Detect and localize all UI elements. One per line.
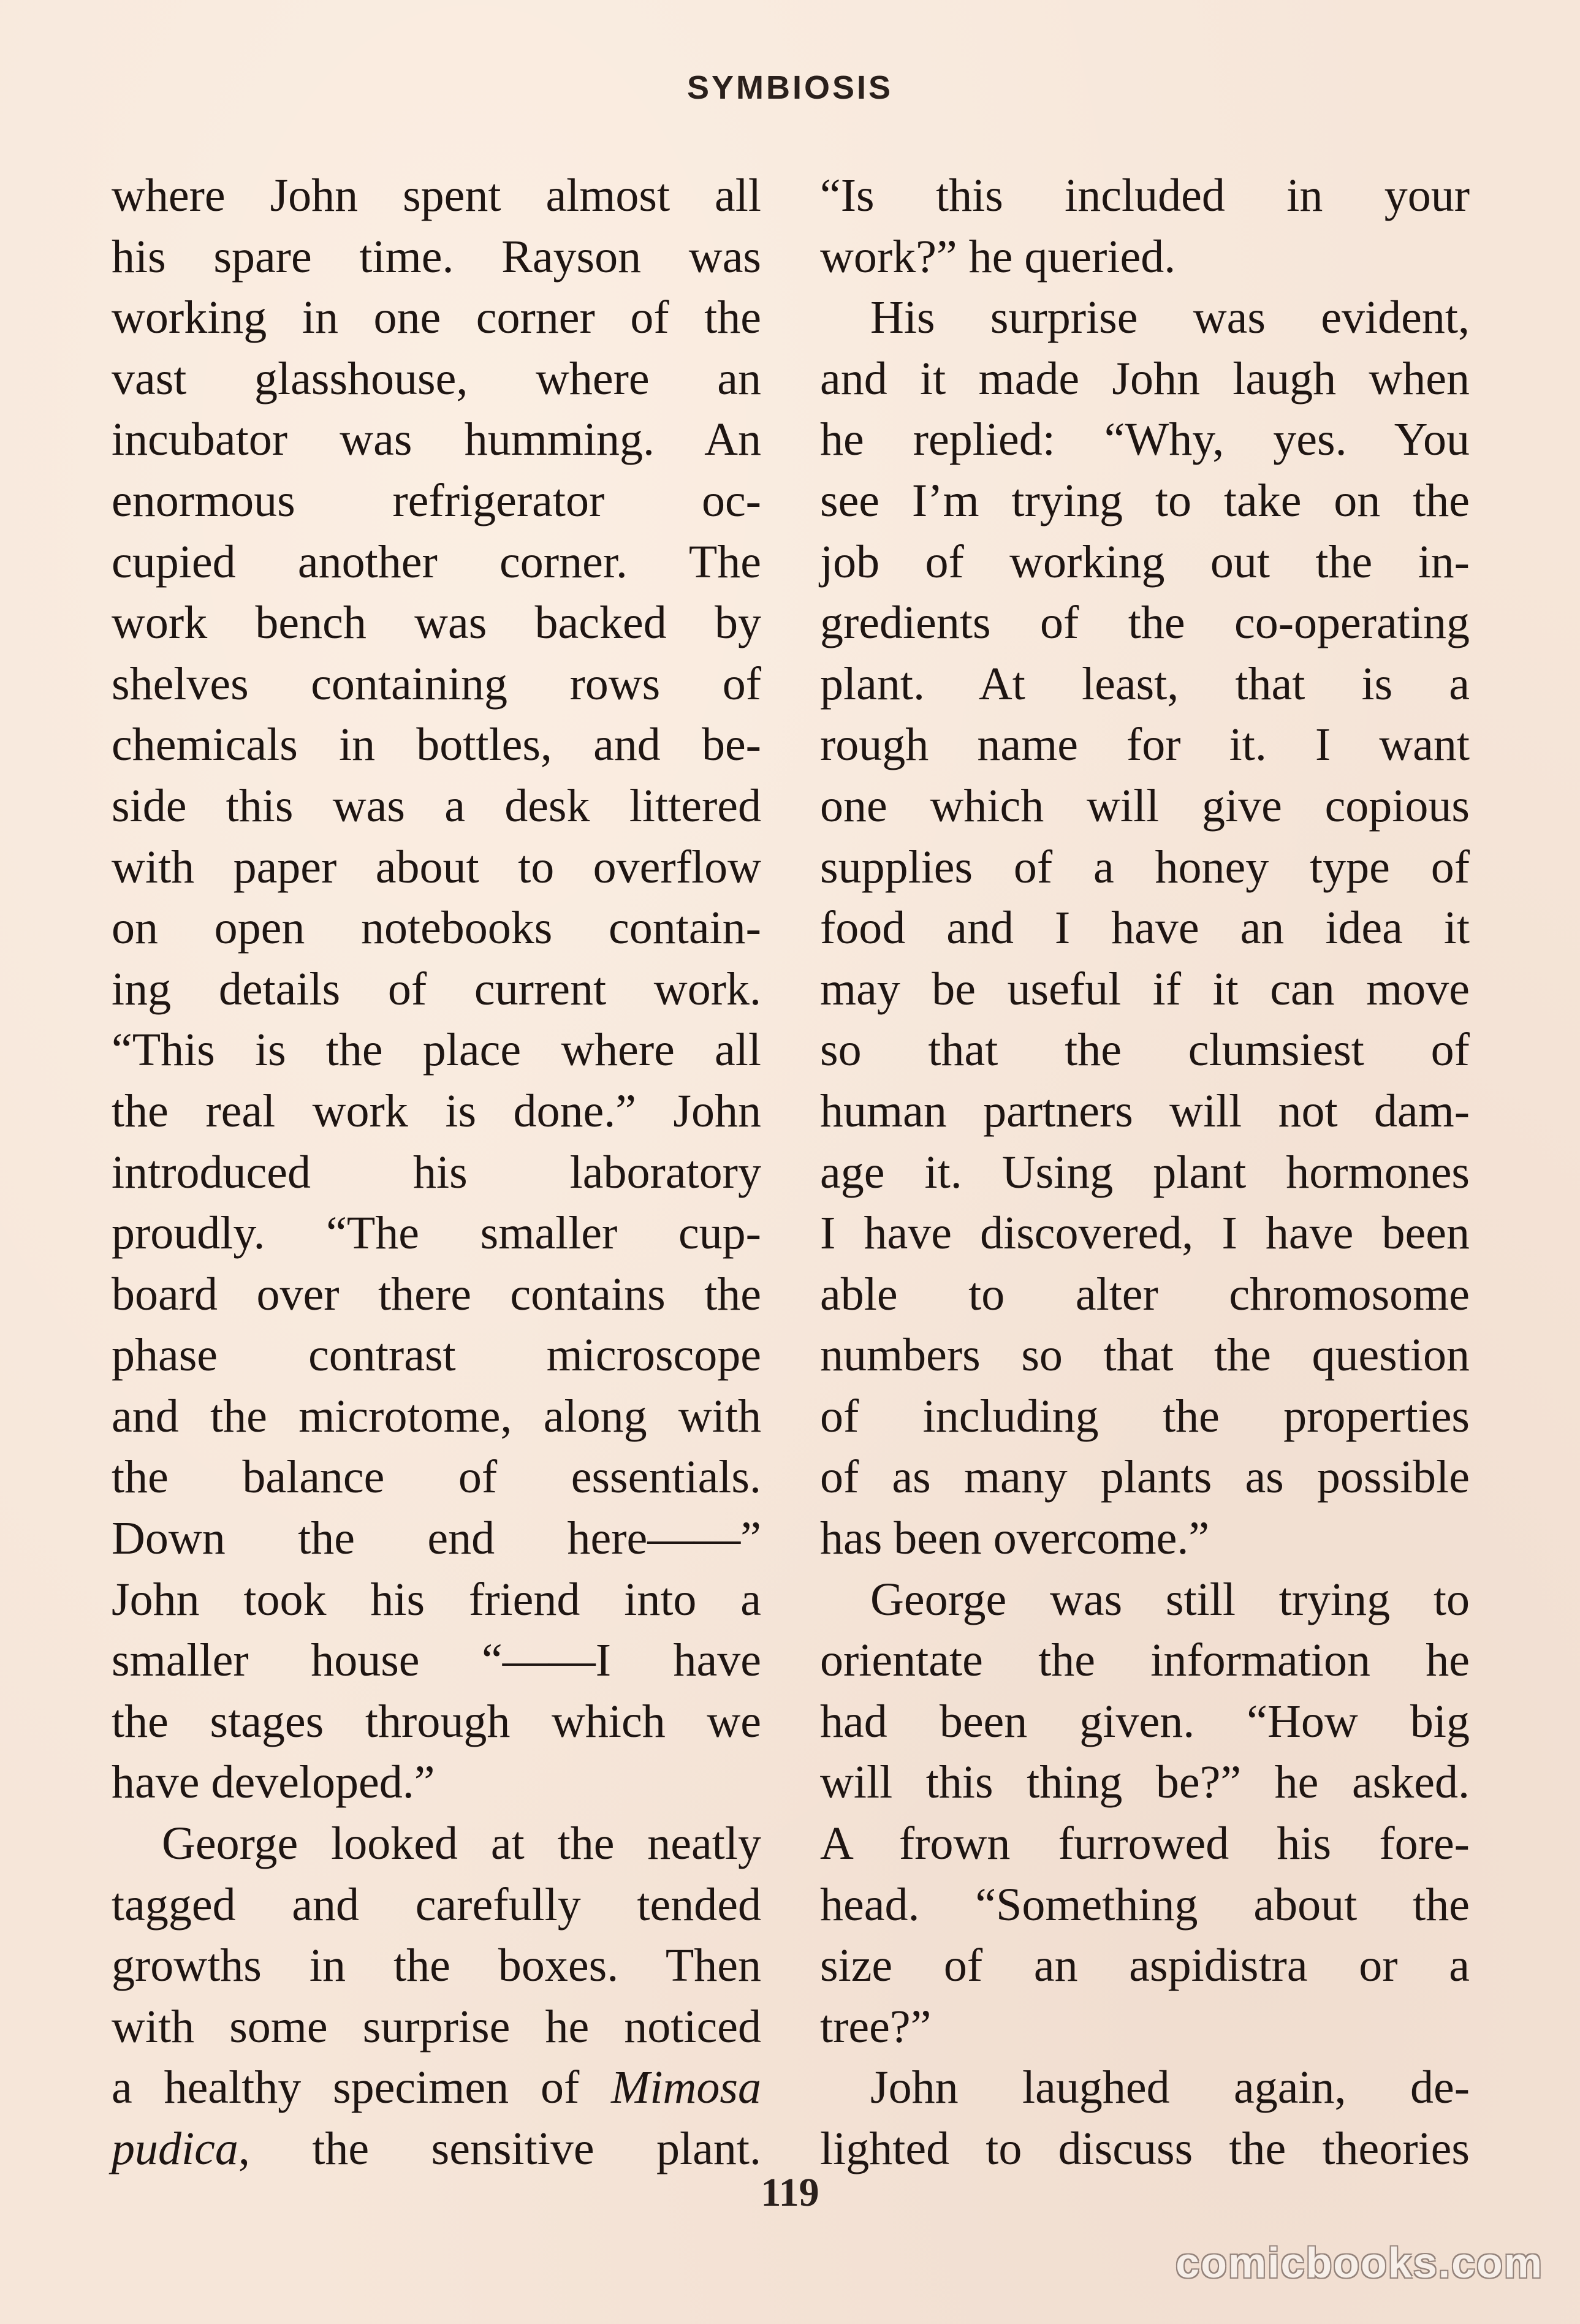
text-line: phase contrast microscope bbox=[112, 1329, 761, 1381]
text-line: tree?” bbox=[820, 2000, 932, 2052]
text-line: A frown furrowed his fore- bbox=[820, 1818, 1470, 1870]
text-line: I have discovered, I have been bbox=[820, 1207, 1470, 1259]
text-line: has been overcome.” bbox=[820, 1513, 1210, 1565]
text-line: with paper about to overflow bbox=[112, 841, 761, 893]
text-line: with some surprise he noticed bbox=[112, 2000, 761, 2052]
text-line: the balance of essentials. bbox=[112, 1451, 761, 1503]
text-line: tagged and carefully tended bbox=[112, 1878, 761, 1931]
text-line: job of working out the in- bbox=[820, 536, 1470, 588]
text-line: where John spent almost all bbox=[112, 170, 761, 221]
text-line: chemicals in bottles, and be- bbox=[112, 719, 761, 771]
text-line: working in one corner of the bbox=[112, 292, 761, 344]
page-number: 119 bbox=[761, 2170, 819, 2215]
text-line: proudly. “The smaller cup- bbox=[112, 1207, 761, 1259]
text-line: work bench was backed by bbox=[112, 597, 761, 649]
text-line: head. “Something about the bbox=[820, 1878, 1470, 1931]
text-line: had been given. “How big bbox=[820, 1695, 1470, 1747]
left-text-column bbox=[112, 165, 761, 2180]
text-line: and the microtome, along with bbox=[112, 1390, 761, 1442]
text-line: supplies of a honey type of bbox=[820, 841, 1470, 893]
text-line: Down the end here——” bbox=[112, 1513, 761, 1565]
text-segment: a healthy specimen of bbox=[112, 2062, 612, 2114]
text-line: on open notebooks contain- bbox=[112, 902, 761, 954]
text-line: gredients of the co-operating bbox=[820, 597, 1470, 649]
text-line: John laughed again, de- bbox=[870, 2062, 1470, 2114]
text-line: vast glasshouse, where an bbox=[112, 352, 761, 404]
text-line: cupied another corner. The bbox=[112, 536, 761, 588]
text-line: shelves containing rows of bbox=[112, 658, 761, 710]
watermark: comicbooks.com bbox=[1176, 2239, 1543, 2287]
text-line: his spare time. Rayson was bbox=[112, 230, 761, 283]
text-line: one which will give copious bbox=[820, 780, 1470, 832]
text-line: human partners will not dam- bbox=[820, 1085, 1470, 1137]
text-line: George looked at the neatly bbox=[162, 1818, 761, 1870]
text-line: may be useful if it can move bbox=[820, 963, 1470, 1015]
text-line: plant. At least, that is a bbox=[820, 658, 1470, 710]
right-text-column bbox=[820, 165, 1470, 2180]
text-line: he replied: “Why, yes. You bbox=[820, 414, 1470, 466]
running-head: SYMBIOSIS bbox=[686, 69, 894, 106]
text-line: age it. Using plant hormones bbox=[820, 1146, 1470, 1198]
italic-text: Mimosa bbox=[611, 2062, 761, 2114]
text-line: His surprise was evident, bbox=[870, 292, 1470, 344]
text-line: enormous refrigerator oc- bbox=[112, 474, 761, 526]
text-line: see I’m trying to take on the bbox=[820, 474, 1470, 526]
text-line: will this thing be?” he asked. bbox=[820, 1756, 1470, 1809]
text-line: incubator was humming. An bbox=[112, 414, 761, 466]
text-segment: , the sensitive plant. bbox=[238, 2123, 761, 2174]
text-line: John took his friend into a bbox=[112, 1573, 761, 1625]
text-line: have developed.” bbox=[112, 1756, 435, 1809]
text-line: of as many plants as possible bbox=[820, 1451, 1470, 1503]
text-line: side this was a desk littered bbox=[112, 780, 761, 832]
text-line: “This is the place where all bbox=[112, 1024, 761, 1076]
text-line: of including the properties bbox=[820, 1390, 1470, 1442]
italic-text: pudica bbox=[112, 2123, 238, 2174]
text-line: board over there contains the bbox=[112, 1268, 761, 1320]
text-line: lighted to discuss the theories bbox=[820, 2123, 1470, 2174]
text-line bbox=[112, 2057, 761, 2119]
text-line: rough name for it. I want bbox=[820, 719, 1470, 771]
text-line: and it made John laugh when bbox=[820, 352, 1470, 404]
text-line: numbers so that the question bbox=[820, 1329, 1470, 1381]
text-line: so that the clumsiest of bbox=[820, 1024, 1470, 1076]
text-line: orientate the information he bbox=[820, 1635, 1470, 1687]
text-line: able to alter chromosome bbox=[820, 1268, 1470, 1320]
text-line: the stages through which we bbox=[112, 1695, 761, 1747]
text-line: size of an aspidistra or a bbox=[820, 1940, 1470, 1992]
text-line: “Is this included in your bbox=[820, 170, 1470, 221]
text-line: ing details of current work. bbox=[112, 963, 761, 1015]
text-line: George was still trying to bbox=[870, 1573, 1470, 1625]
text-line: introduced his laboratory bbox=[112, 1146, 761, 1198]
text-line: food and I have an idea it bbox=[820, 902, 1470, 954]
text-line: work?” he queried. bbox=[820, 230, 1176, 283]
text-line: growths in the boxes. Then bbox=[112, 1940, 761, 1992]
text-line: smaller house “——I have bbox=[112, 1635, 761, 1687]
text-line: the real work is done.” John bbox=[112, 1085, 761, 1137]
